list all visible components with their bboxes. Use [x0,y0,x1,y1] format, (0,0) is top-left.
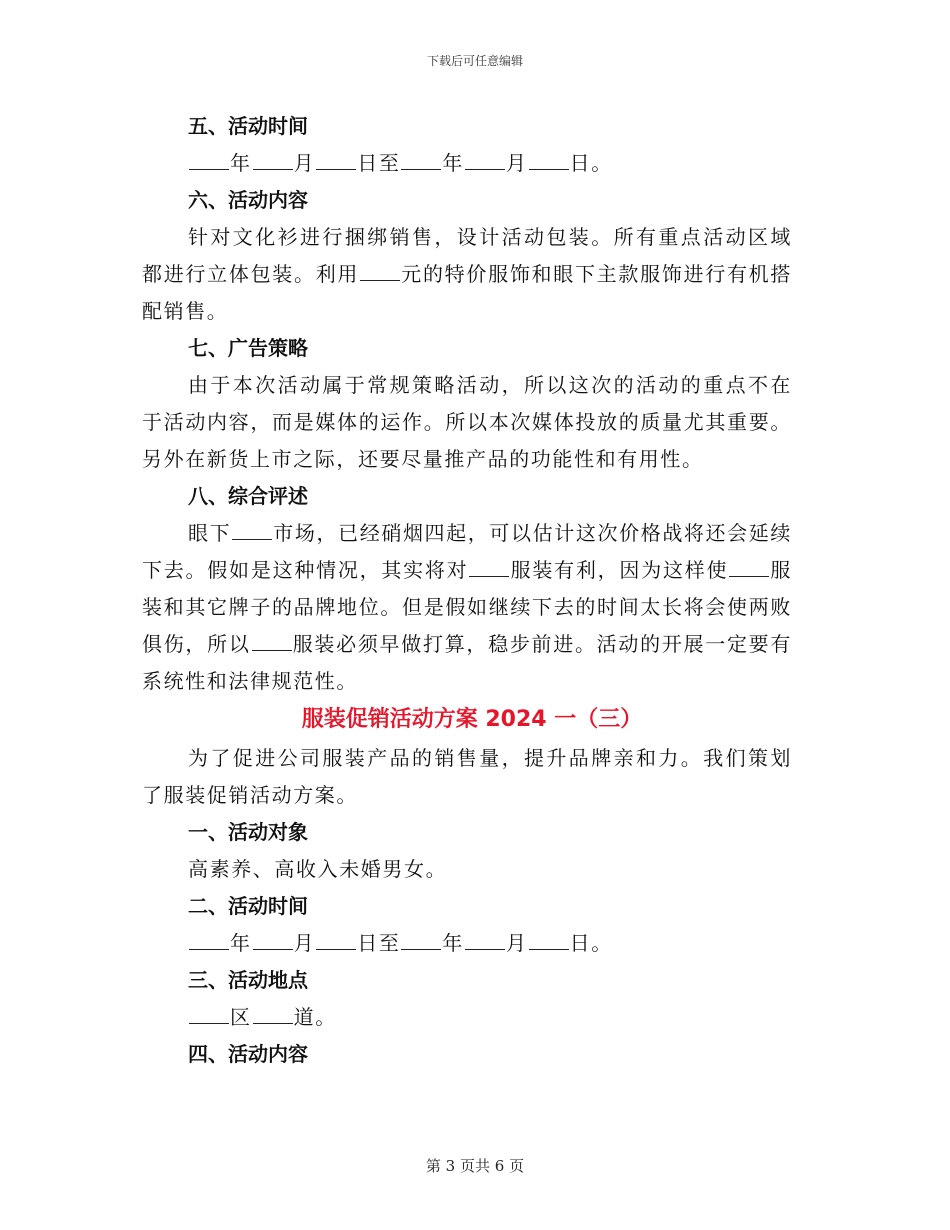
document-title: 服装促销活动方案 2024 一（三） [301,707,643,732]
date-label: 日至 [357,931,401,955]
page-header: 下载后可任意编辑 [426,54,523,68]
blank-field[interactable] [189,1005,229,1024]
blank-field[interactable] [465,151,505,170]
blank-field[interactable] [529,151,569,170]
date-label: 月 [293,151,316,175]
blank-field[interactable] [252,632,292,651]
date-label: 年 [230,151,252,175]
date-line [142,925,792,962]
blank-field[interactable] [401,931,441,950]
heading-activity-time-2: 二、活动时间 [188,894,308,918]
blank-field[interactable] [316,151,356,170]
text-run: 眼下 [188,521,232,545]
paragraph-summary [142,515,792,700]
document-body [142,108,792,1073]
blank-field[interactable] [469,558,509,577]
blank-field[interactable] [465,931,505,950]
page-footer: 第 3 页共 6 页 [425,1157,525,1175]
date-label: 年 [442,931,465,955]
blank-field[interactable] [316,931,356,950]
blank-field[interactable] [360,262,400,281]
blank-field[interactable] [189,151,229,170]
blank-field[interactable] [189,931,229,950]
blank-field[interactable] [232,521,272,540]
blank-field[interactable] [253,931,293,950]
blank-field[interactable] [253,151,293,170]
heading-ad-strategy: 七、广告策略 [188,336,308,360]
date-label: 年 [442,151,465,175]
text-run: 针对文化衫进行捆绑销售，设计活动包装。所有重点活动区域都进行立体包装。利用 [142,225,792,286]
location-line [142,999,792,1036]
heading-activity-content: 六、活动内容 [188,188,308,212]
text-run: 元的特价服饰和眼下主款服饰进行有机搭配销售。 [142,262,792,323]
date-label: 月 [293,931,316,955]
date-label: 日。 [569,931,613,955]
blank-field[interactable] [729,558,769,577]
date-label: 日。 [569,151,613,175]
blank-field[interactable] [253,1005,293,1024]
text-run: 服装和其它牌子的品牌地位。但是假如继续下去的时间太长将会使两败俱伤，所以 [142,558,793,656]
heading-summary: 八、综合评述 [188,484,308,508]
heading-target: 一、活动对象 [188,820,308,844]
heading-activity-content-2: 四、活动内容 [188,1042,308,1066]
date-label: 日至 [357,151,401,175]
date-line [142,145,792,182]
heading-location: 三、活动地点 [188,968,308,992]
paragraph-target: 高素养、高收入未婚男女。 [188,857,448,881]
paragraph-intro: 为了促进公司服装产品的销售量，提升品牌亲和力。我们策划了服装促销活动方案。 [142,746,792,807]
text-run: 道。 [293,1005,337,1029]
date-label: 月 [506,151,528,175]
text-run: 服装必须早做打算，稳步前进。活动的开展一定要有系统性和法律规范性。 [142,632,792,693]
text-run: 区 [230,1005,252,1029]
date-label: 年 [230,931,252,955]
paragraph-ad-strategy: 由于本次活动属于常规策略活动，所以这次的活动的重点不在于活动内容，而是媒体的运作。所以本次媒体投放的质量尤其重要。另外在新货上市之际，还要尽量推产品的功能性和有用性。 [142,373,792,471]
blank-field[interactable] [529,931,569,950]
date-label: 月 [506,931,528,955]
paragraph-activity-content [142,219,792,330]
text-run: 市场，已经硝烟四起，可以估计这次价格战将还会延续下去。假如是这种情况，其实将对 [142,521,792,582]
blank-field[interactable] [401,151,441,170]
heading-activity-time: 五、活动时间 [188,114,308,138]
text-run: 服装有利，因为这样使 [510,558,729,582]
